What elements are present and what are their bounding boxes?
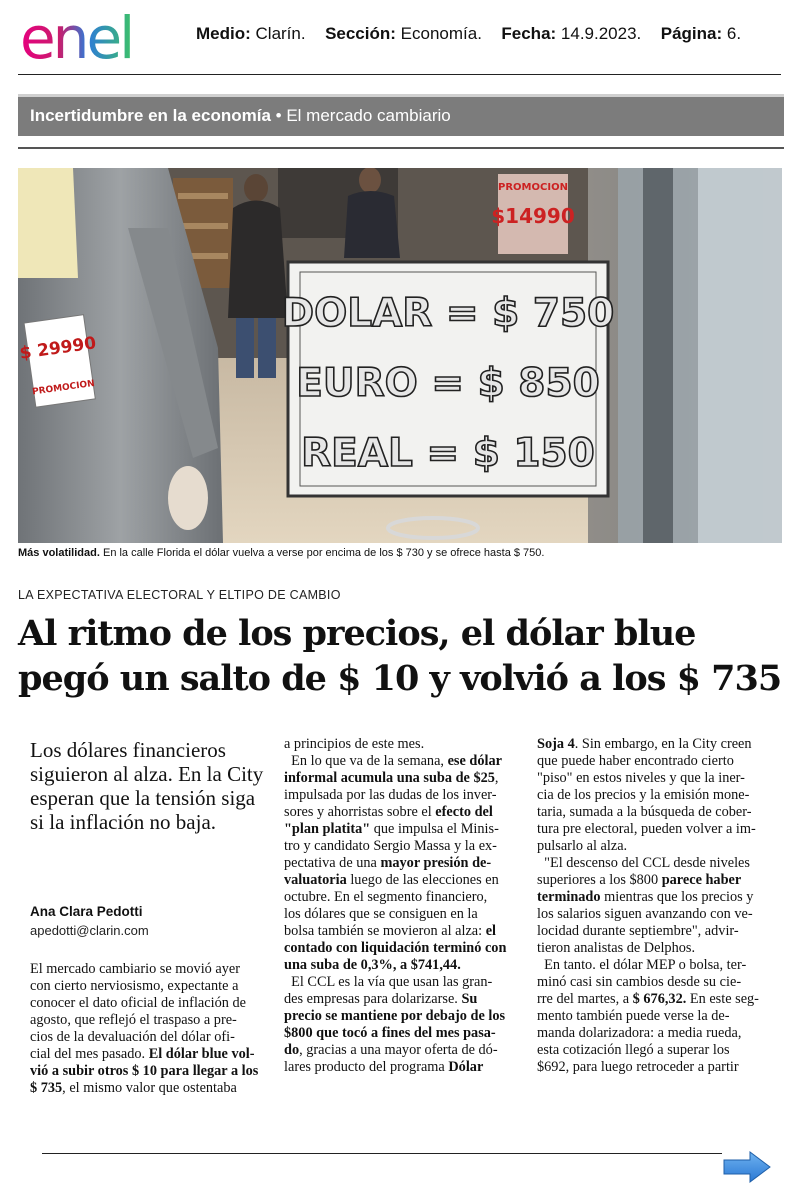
headline-line-1: Al ritmo de los precios, el dólar blue	[18, 613, 696, 654]
pagina-value: 6.	[726, 24, 742, 43]
header-divider	[18, 74, 781, 75]
seccion-value: Economía.	[400, 24, 482, 43]
fecha-value: 14.9.2023.	[560, 24, 642, 43]
footer-divider	[42, 1153, 722, 1154]
next-page-button[interactable]	[722, 1150, 772, 1184]
section-bullet: •	[275, 106, 282, 125]
window-promo-label: PROMOCION	[498, 182, 568, 193]
sign-line-euro: EURO = $ 850	[296, 361, 600, 406]
caption-text: En la calle Florida el dólar vuelva a verse por encima de los $ 730 y se ofrece hasta $ 750.	[99, 547, 545, 559]
caption-bold: Más volatilidad.	[18, 547, 100, 559]
column-1-body: El mercado cambiario se movió ayer con cierto nerviosismo, expectante a conocer el dato oficial de inflación de agosto, que reflejó el traspaso a pre- cios de la devaluación del dólar ofi- cial del mes pasado. El dólar blue vol- vió a subir otros $ 10 para llegar a los $ 735, el mismo valor que ostentaba	[30, 961, 259, 1096]
seccion-label: Sección:	[325, 24, 396, 43]
sign-line-real: REAL = $ 150	[301, 431, 595, 476]
enel-logo	[18, 6, 180, 66]
photo-caption	[18, 547, 544, 559]
kicker: LA EXPECTATIVA ELECTORAL Y ELTIPO DE CAMBIO	[18, 588, 341, 602]
medio-value: Clarín.	[255, 24, 306, 43]
author: Ana Clara Pedotti	[30, 904, 143, 919]
coat-tag-price: $ 29990	[18, 333, 98, 364]
section-divider	[18, 147, 784, 149]
sign-line-dolar: DOLAR = $ 750	[281, 291, 615, 336]
author-email: apedotti@clarin.com	[30, 923, 149, 938]
window-promo-price: $14990	[491, 204, 575, 228]
column-3-body: Soja 4. Sin embargo, en la City creen que puede haber encontrado cierto "piso" en estos niveles y que la iner- cia de los precios y la emisión mone- taria, sumada a la búsqueda de cober- tura pre electoral, pueden volver a im- pulsarlo al alza. "El descenso del CCL desde niveles superiores a los $800 parece haber terminado mientras que los precios y los salarios siguen avanzando con ve- locidad durante septiembre", advir- tieron analistas de Delphos. En tanto. el dólar MEP o bolsa, ter- minó casi sin cambios desde su cie- rre del martes, a $ 676,32. En este seg- mento también puede verse la de- manda dolarizadora: a media rueda, esta cotización llegó a superar los $692, para luego retroceder a partir	[537, 736, 759, 1075]
headline	[18, 611, 784, 701]
pagina-label: Página:	[660, 24, 723, 43]
headline-line-2: pegó un salto de $ 10 y volvió a los $ 735	[18, 658, 782, 699]
coat-tag-label: PROMOCION	[31, 378, 96, 398]
medio-label: Medio:	[196, 24, 251, 43]
lede: Los dólares financieros siguieron al alza. En la City esperan que la tensión siga si la inflación no baja.	[30, 738, 264, 834]
section-bar	[18, 94, 784, 136]
publication-meta	[196, 24, 741, 44]
section-topic: Incertidumbre en la economía	[30, 106, 271, 125]
news-photo	[18, 168, 782, 543]
column-2-body: a principios de este mes. En lo que va de la semana, ese dólar informal acumula una suba de $25, impulsada por las dudas de los inver- sores y ahorristas sobre el efecto del "plan platita" que impulsa el Minis- tro y candidato Sergio Massa y la ex- pectativa de una mayor presión de- valuatoria luego de las elecciones en octubre. En el segmento financiero, los dólares que se consiguen en la bolsa también se movieron al alza: el contado con liquidación terminó con una suba de 0,3%, a $741,44. El CCL es la vía que usan las gran- des empresas para dolarizarse. Su precio se mantiene por debajo de los $800 que tocó a fines del mes pasa- do, gracias a una mayor oferta de dó- lares producto del programa Dólar	[284, 736, 507, 1075]
section-subtopic: El mercado cambiario	[286, 106, 451, 125]
fecha-label: Fecha:	[501, 24, 557, 43]
logo-text: enel	[20, 6, 133, 66]
right-arrow-icon	[722, 1150, 772, 1184]
